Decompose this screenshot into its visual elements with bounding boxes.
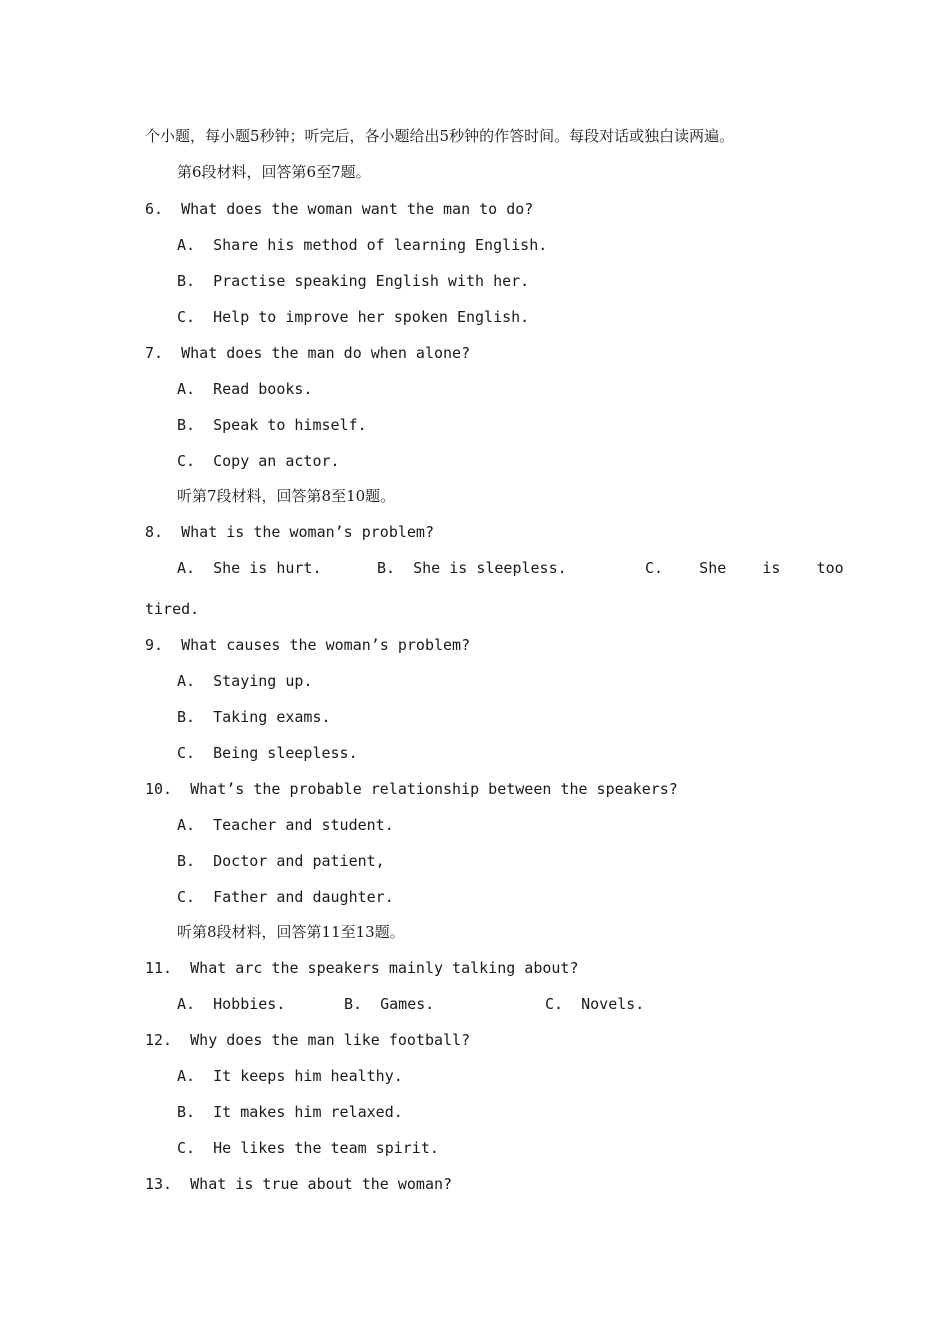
question-11-option-b: B. Games. (344, 995, 435, 1013)
question-8-option-c: C. She is too (645, 559, 844, 577)
question-7-option-c: C. Copy an actor. (177, 452, 340, 470)
question-11-stem: 11. What arc the speakers mainly talking about? (145, 959, 579, 977)
question-9-option-a: A. Staying up. (177, 672, 313, 690)
question-6-option-c: C. Help to improve her spoken English. (177, 308, 530, 326)
question-10-option-c: C. Father and daughter. (177, 888, 394, 906)
question-7-option-b: B. Speak to himself. (177, 416, 367, 434)
question-11-option-c: C. Novels. (545, 995, 645, 1013)
question-6-option-b: B. Practise speaking English with her. (177, 272, 530, 290)
question-8-option-c-continued: tired. (145, 600, 200, 618)
section-6-heading: 第6段材料，回答第6至7题。 (177, 163, 371, 181)
intro-line: 个小题，每小题5秒钟；听完后，各小题给出5秒钟的作答时间。每段对话或独白读两遍。 (145, 127, 735, 145)
question-10-option-b: B. Doctor and patient, (177, 852, 385, 870)
section-8-heading: 听第8段材料，回答第11至13题。 (177, 923, 405, 941)
question-11-option-a: A. Hobbies. (177, 995, 286, 1013)
question-12-option-a: A. It keeps him healthy. (177, 1067, 403, 1085)
question-13-stem: 13. What is true about the woman? (145, 1175, 453, 1193)
section-7-heading: 听第7段材料，回答第8至10题。 (177, 487, 396, 505)
question-9-stem: 9. What causes the woman’s problem? (145, 636, 471, 654)
question-8-stem: 8. What is the woman’s problem? (145, 523, 434, 541)
question-9-option-b: B. Taking exams. (177, 708, 331, 726)
question-9-option-c: C. Being sleepless. (177, 744, 358, 762)
question-10-option-a: A. Teacher and student. (177, 816, 394, 834)
question-12-option-c: C. He likes the team spirit. (177, 1139, 439, 1157)
question-12-stem: 12. Why does the man like football? (145, 1031, 471, 1049)
question-7-stem: 7. What does the man do when alone? (145, 344, 471, 362)
question-10-stem: 10. What’s the probable relationship between the speakers? (145, 780, 678, 798)
question-7-option-a: A. Read books. (177, 380, 313, 398)
question-8-option-b: B. She is sleepless. (377, 559, 567, 577)
question-8-option-a: A. She is hurt. (177, 559, 322, 577)
question-6-option-a: A. Share his method of learning English. (177, 236, 548, 254)
question-12-option-b: B. It makes him relaxed. (177, 1103, 403, 1121)
question-6-stem: 6. What does the woman want the man to do? (145, 200, 534, 218)
